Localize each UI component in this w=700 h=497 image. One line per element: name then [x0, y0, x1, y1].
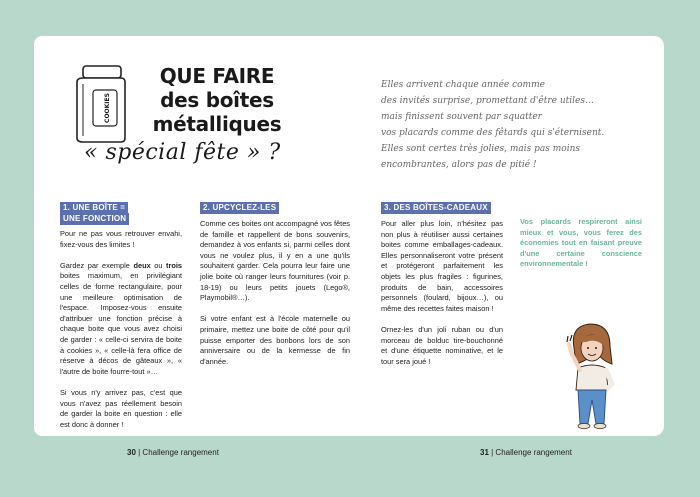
intro-line: des invités surprise, promettant d'être utiles…	[381, 96, 594, 106]
title-line-2: des boîtes	[160, 88, 274, 112]
intro-line: Elles arrivent chaque année comme	[381, 80, 545, 90]
section-1-heading-line-2: UNE FONCTION	[60, 213, 129, 225]
section-3-body	[381, 219, 503, 378]
section-2-paragraph: Si votre enfant est à l'école maternelle ou primaire, mettez une boite de côté pour qu'il puisse emporter des bonbons lors de son anniversaire ou de la kermesse de fin d'année.	[200, 314, 350, 366]
section-2-body	[200, 219, 350, 378]
cookie-jar-icon	[73, 64, 129, 144]
intro-line: mais finissent souvent par squatter	[381, 112, 542, 122]
intro-line: Elles sont certes très jolies, mais pas moins	[381, 144, 581, 154]
section-3-heading: 3. DES BOÎTES-CADEAUX	[381, 202, 491, 214]
intro-line: encombrantes, alors pas de pitié !	[381, 160, 537, 170]
title-line-3: métalliques	[152, 112, 282, 136]
section-2-paragraph: Comme ces boites ont accompagné vos fêtes de famille et rappellent de bons souvenirs, demandez à vos enfants si, parmi celles dont vous ne voulez plus, il y en a une qu'ils souhaitent garder. Cela pourra leur faire une jolie boite où ranger leurs fournitures (voir p. 18-19) ou leurs petits jouets (Lego®, Playmobil®…).	[200, 219, 350, 303]
section-1-paragraph: Pour ne pas vous retrouver envahi, fixez-vous des limites !	[60, 229, 182, 249]
title-script: « spécial fête » ?	[84, 140, 281, 165]
girl-illustration	[560, 320, 630, 430]
section-1-body	[60, 229, 182, 441]
footer-left: 30 | Challenge rangement	[127, 448, 219, 457]
page-title	[142, 64, 292, 136]
tip-text: Vos placards respireront ainsi mieux et vous, vous ferez des économies tout en faisant preuve d'une certaine conscience environnementale !	[520, 217, 642, 269]
footer-right: 31 | Challenge rangement	[480, 448, 572, 457]
title-line-1: QUE FAIRE	[159, 64, 275, 88]
section-1-paragraph: Si vous n'y arrivez pas, c'est que vous n'avez pas réellement besoin de garder la boite en question : elle est donc à donner !	[60, 387, 182, 429]
jar-label: COOKIES	[104, 93, 111, 123]
section-3-paragraph: Ornez-les d'un joli ruban ou d'un morceau de bolduc tire-bouchonné et d'une étiquette nominative, et le tour sera joué !	[381, 324, 503, 366]
section-2-heading: 2. UPCYCLEZ-LES	[200, 202, 279, 214]
section-1-heading-line-1: 1. UNE BOÎTE =	[60, 202, 128, 214]
section-3-paragraph: Pour aller plus loin, n'hésitez pas non plus à réutiliser aussi certaines boites comme emballages-cadeaux. Elles personnaliseront votre présent et protégeront parfaitement les objets les plus fragiles : figurines, produits de bain, accessoires personnels (foulard, bijoux…), ou même des recettes faites maison !	[381, 219, 503, 313]
section-1-paragraph: Gardez par exemple deux ou trois boites maximum, en privilégiant celles de forme rectangulaire, pour une meilleure optimisation de l'espace. Imposez-vous ensuite d'attribuer une fonction précise à chaque boite que vous avez choisi de garder : « celle-ci servira de boite à cookies », « celle-là fera office de réserve à décos de gâteaux », « l'autre de boite fourre-tout »…	[60, 260, 183, 376]
intro-text	[381, 77, 611, 173]
intro-line: vos placards comme des fêtards qui s'éternisent.	[381, 128, 605, 138]
